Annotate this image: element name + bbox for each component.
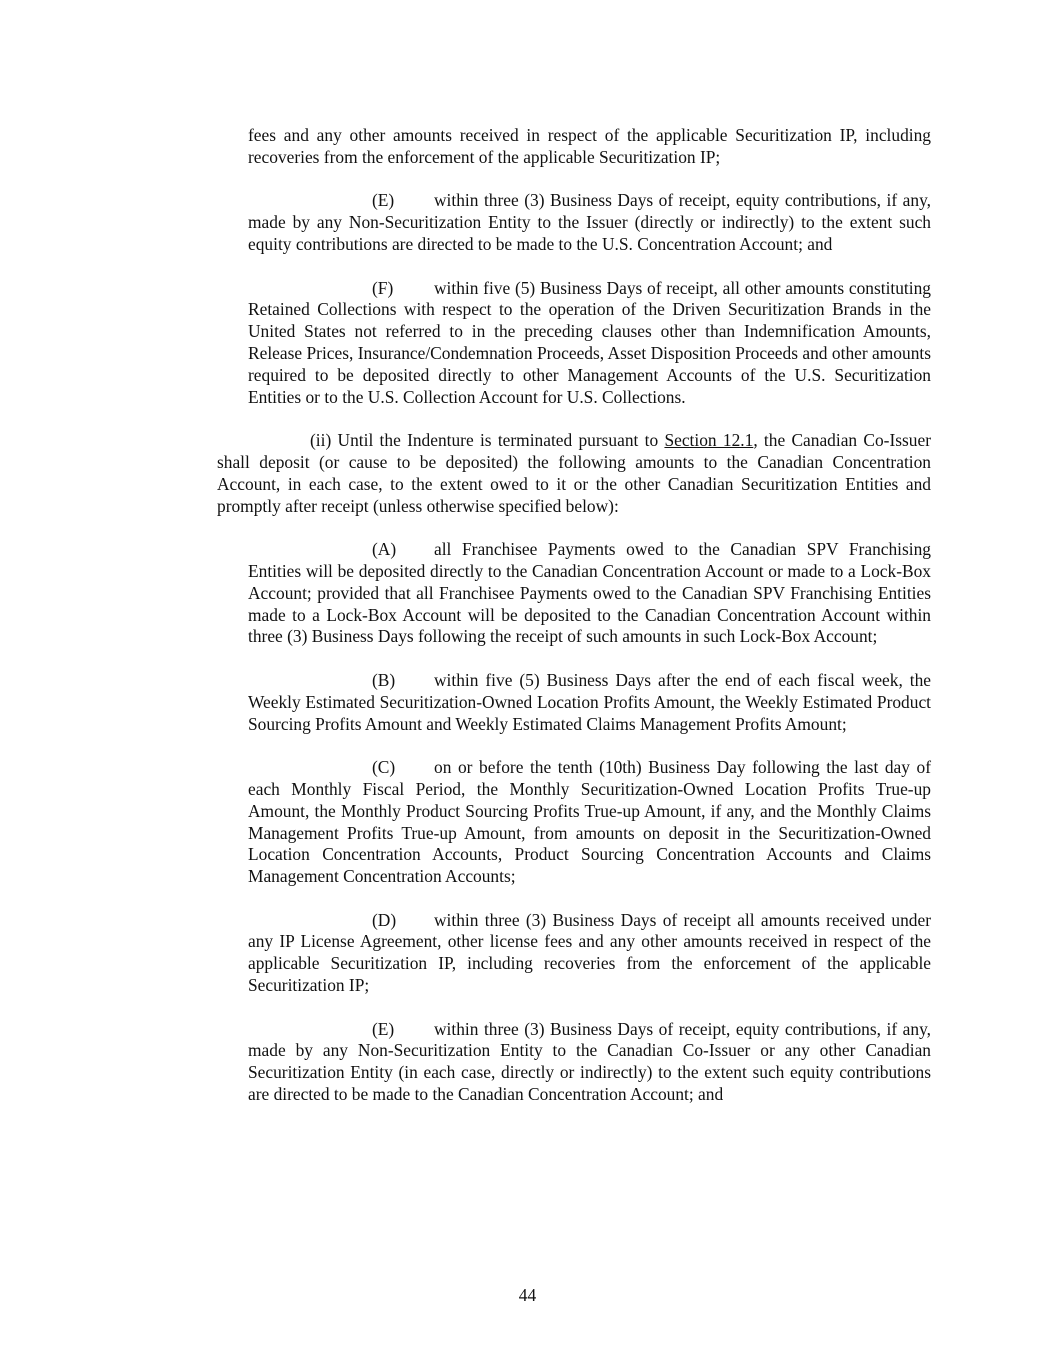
section-reference: Section 12.1 — [664, 430, 754, 451]
clause-text: on or before the tenth (10th) Business Day following the last day of each Monthly Fiscal Period, the Monthly Securitization-Owned Location Profits True-up Amount, the Monthly Product Sourcing Profits True-up Amount, if any, and the Monthly Claims Management Profits True-up Amount, from amounts on deposit in the Securitization-Owned Location Concentration Accounts, Product Sourcing Concentration Accounts and Claims Management Concentration Accounts; — [248, 757, 931, 887]
clause-us-e — [248, 190, 931, 255]
continuation-paragraph — [248, 125, 931, 169]
clause-ca-e — [248, 1019, 931, 1106]
clause-label: (E) — [372, 190, 395, 211]
clause-us-f — [248, 278, 931, 409]
clause-label: (B) — [372, 669, 396, 690]
clause-text: within three (3) Business Days of receipt, equity contributions, if any, made by any Non-Securitization Entity to the Issuer (directly or indirectly) to the extent such equity contributions are directed to be made to the U.S. Concentration Account; and — [248, 190, 931, 254]
clause-ii-text-after: , the Canadian Co-Issuer shall deposit (or cause to be deposited) the following amounts to the Canadian Concentration Account, in each case, to the extent owed to it or the other Canadian Securitization Entities and promptly after receipt (unless otherwise specified below): — [217, 430, 932, 516]
clause-text: within three (3) Business Days of receipt all amounts received under any IP License Agreement, other license fees and any other amounts received in respect of the applicable Securitization IP, including recoveries from the enforcement of the applicable Securitization IP; — [248, 909, 931, 996]
page-number: 44 — [518, 1285, 537, 1305]
clause-ca-b — [248, 670, 931, 735]
clause-ii-canadian — [217, 430, 931, 517]
clause-label: (C) — [372, 757, 396, 778]
clause-text: within five (5) Business Days of receipt, all other amounts constituting Retained Collections with respect to the operation of the Driven Securitization Brands in the United States not referred to in the preceding clauses other than Indemnification Amounts, Release Prices, Insurance/Condemnation Proceeds, Asset Disposition Proceeds and other amounts required to be deposited directly to other Management Accounts of the U.S. Securitization Entities or to the U.S. Collection Account for U.S. Collections. — [248, 277, 931, 407]
clause-label: (D) — [372, 909, 397, 930]
clause-label: (F) — [372, 277, 394, 298]
clause-ca-d — [248, 910, 931, 997]
clause-label: (A) — [372, 539, 397, 560]
clause-ca-c — [248, 757, 931, 888]
clause-text: all Franchisee Payments owed to the Canadian SPV Franchising Entities will be deposited directly to the Canadian Concentration Account or made to a Lock-Box Account; provided that all Franchisee Payments owed to the Canadian SPV Franchising Entities made to a Lock-Box Account will be deposited to the Canadian Concentration Account within three (3) Business Days following the receipt of such amounts in such Lock-Box Account; — [248, 539, 931, 647]
document-body — [0, 125, 1055, 1128]
clause-label: (E) — [372, 1018, 395, 1039]
clause-ii-label: (ii) — [310, 430, 332, 451]
clause-ca-a — [248, 539, 931, 648]
clause-ii-text-before: Until the Indenture is terminated pursuant to — [337, 430, 659, 451]
clause-text: within three (3) Business Days of receipt, equity contributions, if any, made by any Non-Securitization Entity to the Canadian Co-Issuer or any other Canadian Securitization Entity (in each case, directly or indirectly) to the extent such equity contributions are directed to be made to the Canadian Concentration Account; and — [248, 1018, 931, 1105]
continuation-text: fees and any other amounts received in respect of the applicable Securitization IP, including recoveries from the enforcement of the applicable Securitization IP; — [248, 125, 931, 167]
clause-text: within five (5) Business Days after the end of each fiscal week, the Weekly Estimated Securitization-Owned Location Profits Amount, the Weekly Estimated Product Sourcing Profits Amount and Weekly Estimated Claims Management Profits Amount; — [248, 669, 931, 734]
